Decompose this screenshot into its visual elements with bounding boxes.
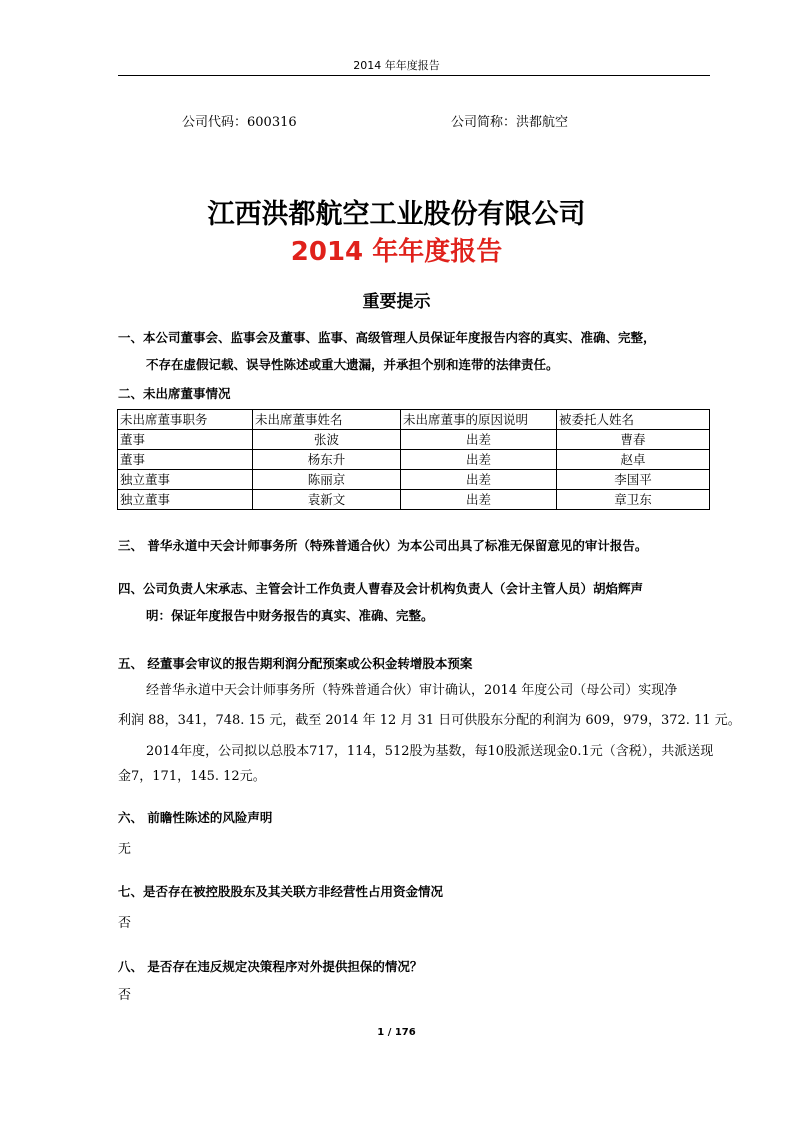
section-7-heading: 七、是否存在被控股股东及其关联方非经营性占用资金情况 xyxy=(118,884,444,899)
table-row xyxy=(118,470,710,490)
section-3: 三、 普华永道中天会计师事务所（特殊普通合伙）为本公司出具了标准无保留意见的审计报告。 xyxy=(118,538,648,553)
section-2-heading: 二、未出席董事情况 xyxy=(118,386,231,401)
table-row xyxy=(118,430,710,450)
table-header-row xyxy=(118,410,710,430)
table-cell: 出差 xyxy=(401,450,557,470)
table-cell: 李国平 xyxy=(557,470,710,490)
company-title: 江西洪都航空工业股份有限公司 xyxy=(207,199,586,230)
page-number: 1 / 176 xyxy=(377,1027,416,1038)
running-header: 2014 年年度报告 xyxy=(353,59,440,72)
section-8-heading: 八、 是否存在违反规定决策程序对外提供担保的情况？ xyxy=(118,959,423,974)
section-7-answer: 否 xyxy=(118,916,132,931)
absent-directors-table xyxy=(117,409,710,510)
table-cell: 出差 xyxy=(401,430,557,450)
table-cell: 独立董事 xyxy=(118,490,253,510)
section-8-answer: 否 xyxy=(118,988,132,1003)
table-header-cell: 未出席董事职务 xyxy=(118,410,253,430)
section-5-heading: 五、 经董事会审议的报告期利润分配预案或公积金转增股本预案 xyxy=(118,656,473,671)
table-row xyxy=(118,490,710,510)
table-cell: 张波 xyxy=(253,430,401,450)
table-header-cell: 未出席董事姓名 xyxy=(253,410,401,430)
table-header-cell: 被委托人姓名 xyxy=(557,410,710,430)
table-cell: 出差 xyxy=(401,470,557,490)
table-cell: 出差 xyxy=(401,490,557,510)
table-cell: 杨东升 xyxy=(253,450,401,470)
notice-heading: 重要提示 xyxy=(362,292,431,312)
report-title: 2014 年年度报告 xyxy=(290,237,503,267)
table-cell: 董事 xyxy=(118,450,253,470)
section-5-paragraph-2-line-1: 2014年度，公司拟以总股本717，114，512股为基数，每10股派送现金0.1元（含税），共派送现 xyxy=(146,744,714,759)
table-cell: 章卫东 xyxy=(557,490,710,510)
section-5-paragraph-1-line-2: 利润 88，341，748. 15 元，截至 2014 年 12 月 31 日可供股东分配的利润为 609，979，372. 11 元。 xyxy=(118,713,741,728)
table-cell: 陈丽京 xyxy=(253,470,401,490)
table-header-cell: 未出席董事的原因说明 xyxy=(401,410,557,430)
table-cell: 曹春 xyxy=(557,430,710,450)
section-4-line-1: 四、公司负责人宋承志、主管会计工作负责人曹春及会计机构负责人（会计主管人员）胡焰辉声 xyxy=(118,581,644,596)
section-5-paragraph-2-line-2: 金7，171，145. 12元。 xyxy=(118,769,266,784)
section-1-line-1: 一、本公司董事会、监事会及董事、监事、高级管理人员保证年度报告内容的真实、准确、完整， xyxy=(118,330,656,345)
table-row xyxy=(118,450,710,470)
section-4-line-2: 明：保证年度报告中财务报告的真实、准确、完整。 xyxy=(146,608,434,623)
company-short-name: 公司简称：洪都航空 xyxy=(451,115,569,130)
section-6-answer: 无 xyxy=(118,842,132,857)
table-cell: 袁新文 xyxy=(253,490,401,510)
table-cell: 赵卓 xyxy=(557,450,710,470)
table-cell: 董事 xyxy=(118,430,253,450)
section-1-line-2: 不存在虚假记载、误导性陈述或重大遗漏，并承担个别和连带的法律责任。 xyxy=(146,357,559,372)
section-5-paragraph-1-line-1: 经普华永道中天会计师事务所（特殊普通合伙）审计确认，2014 年度公司（母公司）实现净 xyxy=(146,683,678,698)
section-6-heading: 六、 前瞻性陈述的风险声明 xyxy=(118,810,273,825)
table-cell: 独立董事 xyxy=(118,470,253,490)
header-divider xyxy=(118,75,710,76)
company-code: 公司代码：600316 xyxy=(182,115,297,130)
